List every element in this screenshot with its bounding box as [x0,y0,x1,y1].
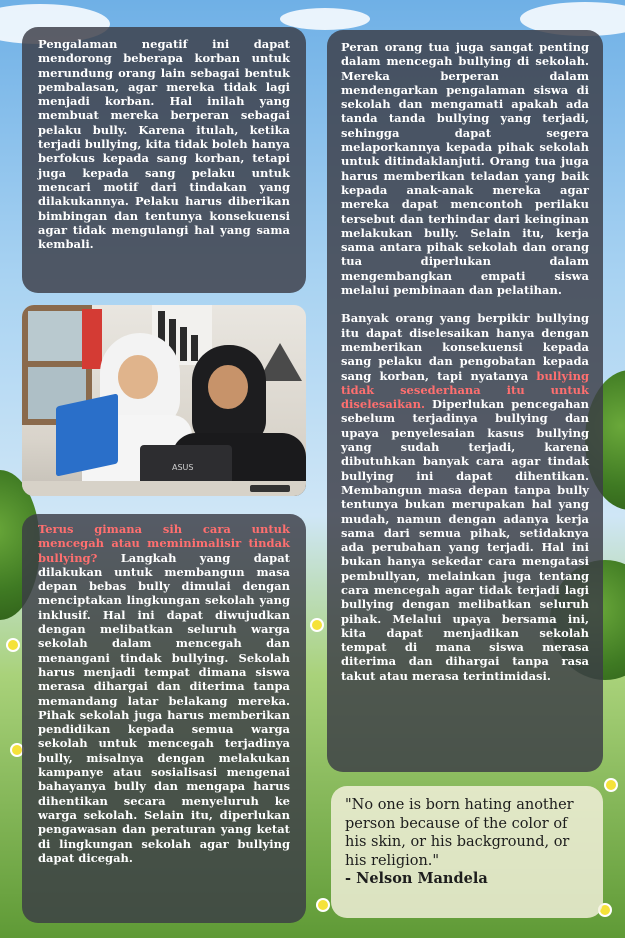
text-panel-top-left [22,27,306,293]
paragraph-text: Diperlukan pencegahan sebelum terjadinya bullying dan upaya penyelesaian kasus bullying yang sudah terjadi, karena dibutuhkan banyak cara agar tindak bullying ini dapat dihentikan. Membangun masa depan tanpa bully tentunya bukan merupakan hal yang mudah, namun dengan adanya kerja sama dari semua pihak, setidaknya ada perubahan yang terjadi. Hal ini bukan hanya sekedar cara mengatasi pembullyan, melainkan juga tentang cara mencegah agar tidak terjadi lagi bullying dengan melibatkan seluruh pihak. Melalui upaya bersama ini, kita dapat menjadikan sekolah tempat di mana siswa merasa diterima dan dihargai tanpa rasa takut atau merasa terintimidasi. [341,397,589,683]
flower-decoration [318,900,328,910]
teacher-face [208,365,248,409]
flower-decoration [312,620,322,630]
flag [82,309,102,369]
quote-box [331,786,603,918]
paragraph-text: Langkah yang dapat dilakukan untuk membangun masa depan bebas bully dimulai dengan menciptakan lingkungan sekolah yang inklusif. Hal ini dapat diwujudkan dengan melibatkan seluruh warga sekolah dalam mencegah dan menangani tindak bullying. Sekolah harus menjadi tempat dimana siswa merasa dihargai dan diterima tanpa memandang latar belakang mereka. Pihak sekolah juga harus memberikan pendidikan kepada semua warga sekolah untuk mencegah terjadinya bully, misalnya dengan melakukan kampanye atau sosialisasi mengenai bahayanya bully dan mengapa harus dihentikan secara menyeluruh ke warga sekolah. Selain itu, diperlukan pengawasan dan peraturan yang ketat di lingkungan sekolah agar bullying dapat dicegah. [38,550,290,865]
phone [250,485,290,492]
flower-decoration [12,745,22,755]
highlighted-text: bullying tidak sesederhana itu untuk diselesaikan. [341,368,589,412]
text-panel-right [327,30,603,772]
paragraph [341,311,589,683]
paragraph [38,522,290,865]
window-glass [28,311,86,361]
poster-bar [191,335,198,361]
paragraph: Pengalaman negatif ini dapat mendorong beberapa korban untuk merundung orang lain sebagai bentuk pembalasan, agar mereka tidak lagi menjadi korban. Hal inilah yang membuat mereka berperan sebagai pelaku bully. Karena itulah, ketika terjadi bullying, kita tidak boleh hanya berfokus kepada sang korban, tetapi juga kepada sang pelaku untuk mencari motif dari tindakan yang dilakukannya. Pelaku harus diberikan bimbingan dan tentunya konsekuensi agar tidak mengulangi hal yang sama kembali. [38,37,290,252]
section-heading: Terus gimana sih cara untuk mencegah atau meminimalisir tindak bullying? [38,522,290,565]
student-face [118,355,158,399]
flower-decoration [606,780,616,790]
text-panel-bottom-left [22,514,306,923]
laptop-brand-label: ASUS [172,463,194,472]
quote-author: - Nelson Mandela [345,870,488,887]
book-blue [56,393,118,476]
flower-decoration [8,640,18,650]
quote-text: "No one is born hating another person because of the color of his skin, or his background, or his religion." [345,797,574,869]
paragraph-text: Banyak orang yang berpikir bullying itu dapat diselesaikan hanya dengan memberikan konsekuensi kepada sang pelaku dan pengobatan kepada sang korban, tapi nyatanya [341,311,589,383]
poster-bar [180,327,187,361]
photo-students-reading [22,305,306,496]
paragraph: Peran orang tua juga sangat penting dalam mencegah bullying di sekolah. Mereka berperan dalam mendengarkan pengalaman siswa di sekolah dan mengamati apakah ada tanda tanda bullying yang terjadi, sehingga dapat segera melaporkannya kepada pihak sekolah untuk ditindaklanjuti. Orang tua juga harus memberikan teladan yang baik kepada anak-anak mereka agar mereka dapat mencontoh perilaku tersebut dan terhindar dari keinginan melakukan bully. Selain itu, kerja sama antara pihak sekolah dan orang tua diperlukan dalam mengembangkan empati siswa melalui pembinaan dan pelatihan. [341,40,589,298]
